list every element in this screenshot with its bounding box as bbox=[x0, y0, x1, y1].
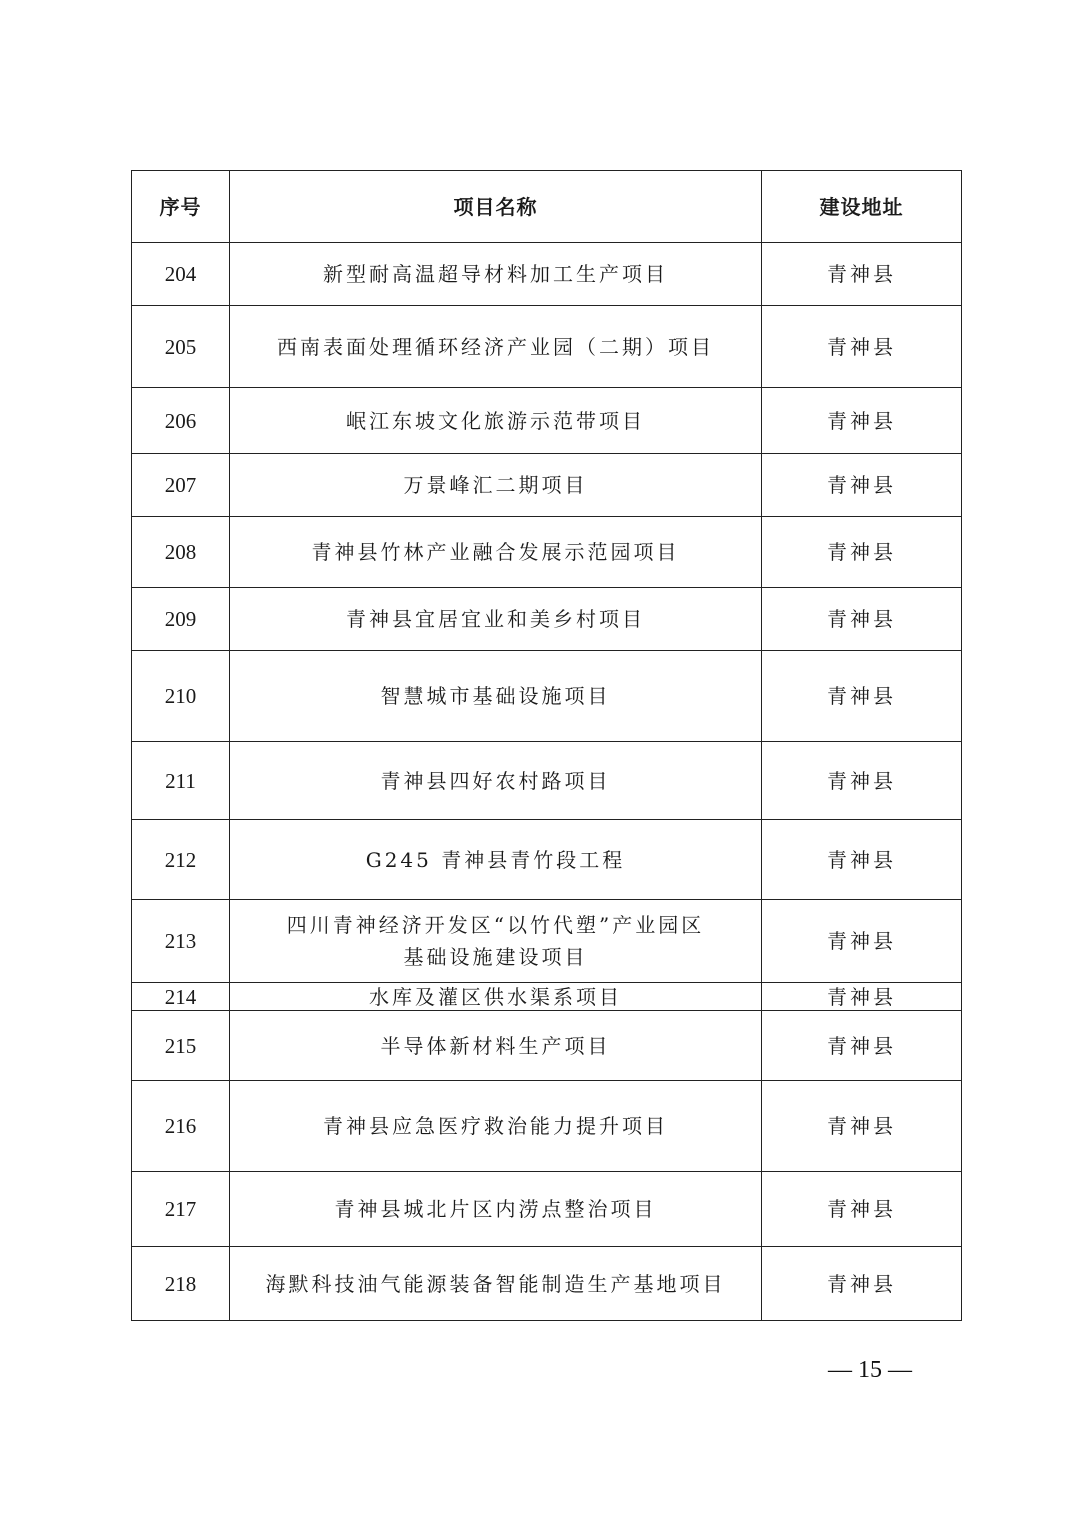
row-project-name: 智慧城市基础设施项目 bbox=[230, 651, 762, 742]
table-row bbox=[132, 517, 962, 588]
row-address: 青神县 bbox=[762, 517, 962, 588]
table-row bbox=[132, 983, 962, 1011]
table-row bbox=[132, 1011, 962, 1081]
table-row bbox=[132, 388, 962, 454]
row-address: 青神县 bbox=[762, 454, 962, 517]
row-serial-number: 211 bbox=[132, 742, 230, 820]
row-serial-number: 217 bbox=[132, 1172, 230, 1247]
row-serial-number: 204 bbox=[132, 243, 230, 306]
table-row bbox=[132, 742, 962, 820]
row-project-name: 青神县应急医疗救治能力提升项目 bbox=[230, 1081, 762, 1172]
row-serial-number: 207 bbox=[132, 454, 230, 517]
row-project-name-line-1: 四川青神经济开发区“以竹代塑”产业园区 bbox=[286, 913, 705, 937]
header-serial-number: 序号 bbox=[132, 171, 230, 243]
row-project-name: 青神县城北片区内涝点整治项目 bbox=[230, 1172, 762, 1247]
row-address: 青神县 bbox=[762, 243, 962, 306]
row-address: 青神县 bbox=[762, 1247, 962, 1321]
row-address: 青神县 bbox=[762, 1011, 962, 1081]
row-project-name: G245 青神县青竹段工程 bbox=[230, 820, 762, 900]
page-number: — 15 — bbox=[828, 1356, 912, 1383]
row-serial-number: 215 bbox=[132, 1011, 230, 1081]
table-row bbox=[132, 651, 962, 742]
row-project-name: 青神县竹林产业融合发展示范园项目 bbox=[230, 517, 762, 588]
row-address: 青神县 bbox=[762, 306, 962, 388]
table-row bbox=[132, 1081, 962, 1172]
row-project-name: 海默科技油气能源装备智能制造生产基地项目 bbox=[230, 1247, 762, 1321]
row-address: 青神县 bbox=[762, 900, 962, 983]
row-address: 青神县 bbox=[762, 588, 962, 651]
table-row bbox=[132, 306, 962, 388]
table-row bbox=[132, 454, 962, 517]
row-address: 青神县 bbox=[762, 983, 962, 1011]
table-row bbox=[132, 900, 962, 983]
row-project-name: 青神县四好农村路项目 bbox=[230, 742, 762, 820]
row-address: 青神县 bbox=[762, 742, 962, 820]
row-address: 青神县 bbox=[762, 820, 962, 900]
row-project-name: 水库及灌区供水渠系项目 bbox=[230, 983, 762, 1011]
table-row bbox=[132, 820, 962, 900]
row-project-name: 半导体新材料生产项目 bbox=[230, 1011, 762, 1081]
table-row bbox=[132, 1172, 962, 1247]
row-serial-number: 206 bbox=[132, 388, 230, 454]
row-serial-number: 216 bbox=[132, 1081, 230, 1172]
row-serial-number: 213 bbox=[132, 900, 230, 983]
row-serial-number: 208 bbox=[132, 517, 230, 588]
row-serial-number: 210 bbox=[132, 651, 230, 742]
row-serial-number: 209 bbox=[132, 588, 230, 651]
row-address: 青神县 bbox=[762, 651, 962, 742]
project-table bbox=[131, 170, 962, 1321]
row-project-name-line-2: 基础设施建设项目 bbox=[403, 945, 588, 969]
row-project-name: 万景峰汇二期项目 bbox=[230, 454, 762, 517]
table-row bbox=[132, 588, 962, 651]
header-project-name: 项目名称 bbox=[230, 171, 762, 243]
row-project-name bbox=[230, 900, 762, 983]
row-address: 青神县 bbox=[762, 1081, 962, 1172]
row-project-name: 新型耐高温超导材料加工生产项目 bbox=[230, 243, 762, 306]
row-project-name: 青神县宜居宜业和美乡村项目 bbox=[230, 588, 762, 651]
row-serial-number: 205 bbox=[132, 306, 230, 388]
header-construction-address: 建设地址 bbox=[762, 171, 962, 243]
row-serial-number: 218 bbox=[132, 1247, 230, 1321]
row-project-name: 岷江东坡文化旅游示范带项目 bbox=[230, 388, 762, 454]
row-serial-number: 212 bbox=[132, 820, 230, 900]
row-address: 青神县 bbox=[762, 388, 962, 454]
row-address: 青神县 bbox=[762, 1172, 962, 1247]
table-row bbox=[132, 243, 962, 306]
row-project-name: 西南表面处理循环经济产业园（二期）项目 bbox=[230, 306, 762, 388]
table-header-row bbox=[132, 171, 962, 243]
row-serial-number: 214 bbox=[132, 983, 230, 1011]
table-row bbox=[132, 1247, 962, 1321]
